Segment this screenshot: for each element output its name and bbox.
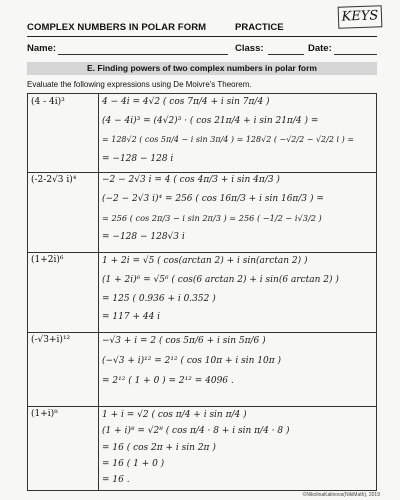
problem-row	[28, 332, 376, 407]
work-cell	[102, 406, 374, 490]
instructions-text: Evaluate the following expressions using De Moivre's Theorem.	[27, 80, 252, 89]
expression: (-√3+i)¹²	[31, 335, 71, 345]
date-label: Date:	[308, 43, 332, 54]
work-line: −2 − 2√3 i = 4 ( cos 4π/3 + i sin 4π/3 )	[102, 175, 280, 185]
problem-row	[28, 172, 376, 253]
expression: (4 - 4i)³	[31, 97, 65, 107]
expression: (1+i)⁸	[31, 409, 58, 419]
work-line: = −128 − 128 i	[102, 154, 174, 164]
work-line: (4 − 4i)³ = (4√2)³ · ( cos 21π/4 + i sin 21π/4 ) =	[102, 116, 319, 126]
work-line: (1 + 2i)⁶ = √5⁶ ( cos(6 arctan 2) + i sin(6 arctan 2) )	[102, 275, 339, 285]
expression-cell	[28, 406, 99, 490]
header-divider	[27, 36, 377, 37]
expression-cell	[28, 94, 99, 172]
name-field[interactable]	[58, 54, 228, 55]
work-line: 4 − 4i = 4√2 ( cos 7π/4 + i sin 7π/4 )	[102, 97, 270, 107]
work-line: (−√3 + i)¹² = 2¹² ( cos 10π + i sin 10π )	[102, 356, 282, 366]
work-line: 1 + 2i = √5 ( cos(arctan 2) + i sin(arctan 2) )	[102, 256, 308, 266]
worksheet-title: COMPLEX NUMBERS IN POLAR FORM	[27, 22, 207, 33]
work-line: 1 + i = √2 ( cos π/4 + i sin π/4 )	[102, 410, 247, 420]
problem-table	[27, 93, 377, 491]
keys-stamp: KEYS	[338, 5, 383, 29]
practice-label: PRACTICE	[235, 22, 284, 33]
work-line: = 16 .	[102, 475, 130, 485]
work-cell	[102, 94, 374, 172]
expression: (-2-2√3 i)⁴	[31, 175, 77, 185]
work-cell	[102, 172, 374, 252]
copyright-footer: ©NikolinaKalinova(NikiMath), 2019	[302, 492, 380, 498]
work-line: (1 + i)⁸ = √2⁸ ( cos π/4 · 8 + i sin π/4 · 8 )	[102, 426, 290, 436]
expression-cell	[28, 172, 99, 252]
expression-cell	[28, 252, 99, 332]
expression-cell	[28, 332, 99, 406]
class-field[interactable]	[268, 54, 304, 55]
expression: (1+2i)⁶	[31, 255, 64, 265]
work-line: (−2 − 2√3 i)⁴ = 256 ( cos 16π/3 + i sin 16π/3 ) =	[102, 194, 324, 204]
date-field[interactable]	[334, 54, 377, 55]
work-line: = 16 ( 1 + 0 )	[102, 459, 165, 469]
work-cell	[102, 332, 374, 406]
section-banner: E. Finding powers of two complex numbers in polar form	[27, 62, 377, 75]
work-line: = 2¹² ( 1 + 0 ) = 2¹² = 4096 .	[102, 376, 234, 386]
work-line: = 125 ( 0.936 + i 0.352 )	[102, 294, 216, 304]
class-label: Class:	[235, 43, 264, 54]
work-line: = 128√2 ( cos 5π/4 − i sin 3π/4 ) = 128√2 ( −√2/2 − √2/2 i ) =	[102, 135, 354, 144]
work-cell	[102, 252, 374, 332]
work-line: = −128 − 128√3 i	[102, 232, 185, 242]
name-label: Name:	[27, 43, 57, 54]
work-line: = 117 + 44 i	[102, 312, 161, 322]
work-line: = 16 ( cos 2π + i sin 2π )	[102, 443, 216, 453]
work-line: −√3 + i = 2 ( cos 5π/6 + i sin 5π/6 )	[102, 336, 266, 346]
problem-row	[28, 406, 376, 490]
work-line: = 256 ( cos 2π/3 − i sin 2π/3 ) = 256 ( −1/2 − i√3/2 )	[102, 213, 322, 223]
problem-row	[28, 252, 376, 333]
problem-row	[28, 94, 376, 173]
